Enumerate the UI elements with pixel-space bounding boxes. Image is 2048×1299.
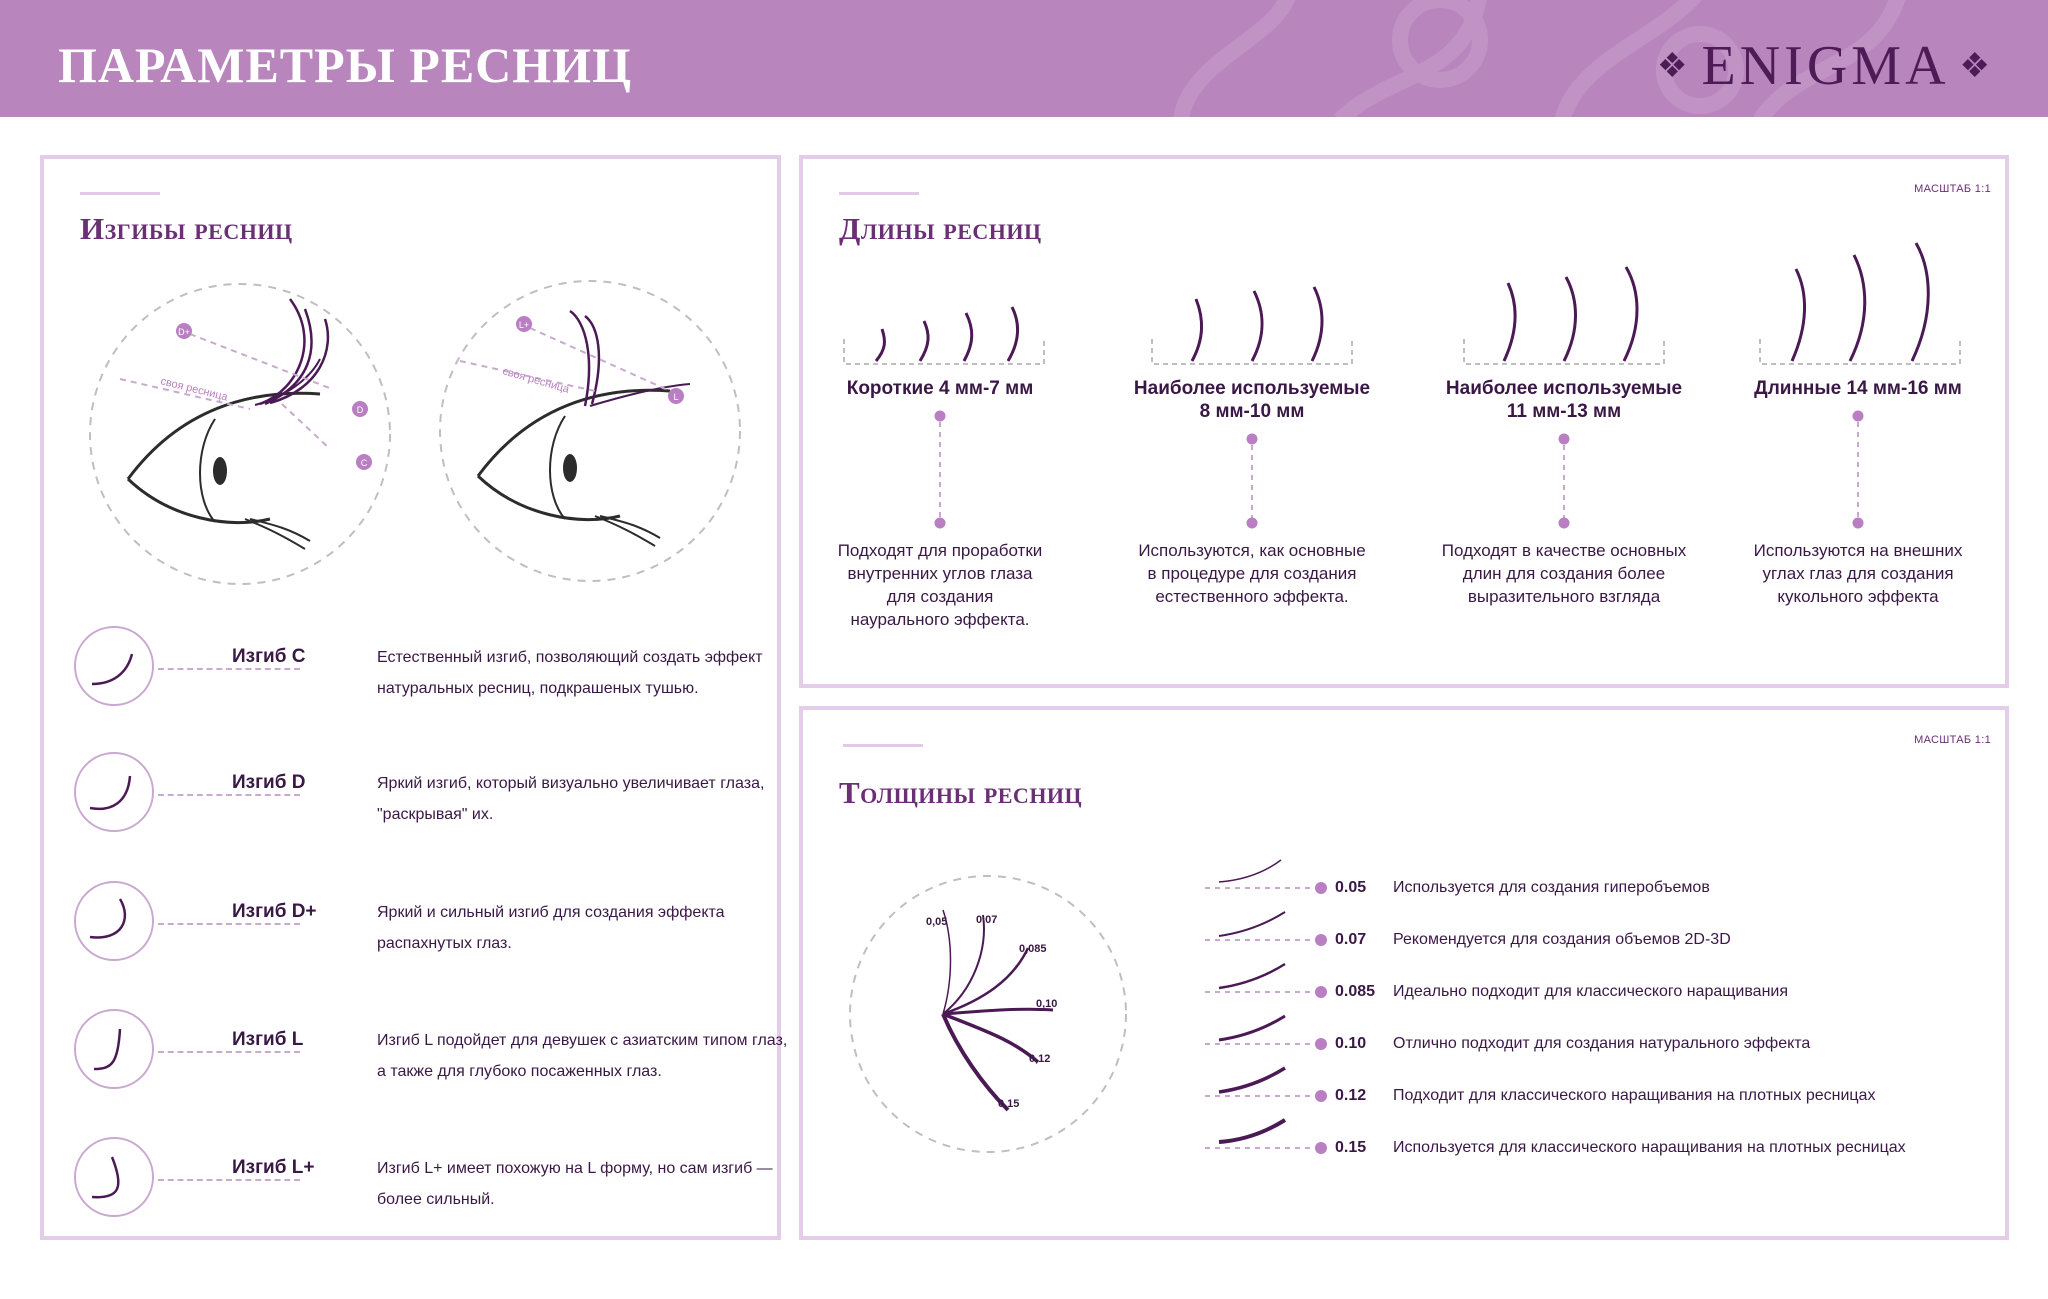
brand-logo (1657, 34, 1994, 98)
curl-d-description: Яркий изгиб, который визуально увеличивает глаза, "раскрывая" их. (377, 775, 765, 823)
curls-panel (40, 155, 788, 1240)
thickness-row-015 (1205, 1118, 1985, 1170)
curl-l-description: Изгиб L подойдет для девушек с азиатским типом глаз, а также для глубоко посаженных глаз. (377, 1032, 788, 1080)
eye2-label-lplus: L+ (518, 320, 530, 330)
title-rule (843, 744, 923, 747)
thickness-row-007 (1205, 910, 1985, 962)
eye2-natural-label: своя ресница (501, 365, 571, 396)
fan-label-0085: 0,085 (1019, 943, 1047, 955)
thickness-value-015: 0.15 (1335, 1139, 1367, 1156)
eye-l-curls-illustration (420, 276, 760, 596)
thickness-row-0085 (1205, 962, 1985, 1014)
curl-dplus-connector (158, 923, 300, 925)
thickness-row-012 (1205, 1066, 1985, 1118)
eye1-label-d: D (356, 405, 364, 415)
thickness-desc-0085: Идеально подходит для классического наращивания (1393, 983, 1789, 1000)
curl-lplus-name: Изгиб L+ (232, 1157, 315, 1178)
curl-dplus-icon (72, 879, 156, 963)
eye-d-curls-illustration (70, 279, 410, 599)
thickness-desc-015: Используется для классического наращивания на плотных ресницах (1393, 1139, 1906, 1156)
length-label-medium-long: Наиболее используемые 11 мм-13 мм (1445, 378, 1683, 422)
lengths-title: Длины ресниц (839, 211, 1042, 246)
curl-c-connector (158, 668, 300, 670)
thickness-007-icon (1205, 910, 1335, 962)
length-desc-medium: Используются, как основные в процедуре для создания естественного эффекта. (1138, 541, 1366, 606)
thickness-012-icon (1205, 1066, 1335, 1118)
curl-item-lplus (72, 1135, 772, 1225)
fan-label-005: 0,05 (926, 916, 948, 928)
eye1-label-dplus: D+ (178, 327, 190, 337)
thickness-row-005 (1205, 858, 1985, 910)
curl-d-name: Изгиб D (232, 772, 306, 793)
lengths-panel (799, 155, 2009, 688)
curls-title: Изгибы ресниц (80, 211, 293, 246)
thickness-010-icon (1205, 1014, 1335, 1066)
curl-lplus-connector (158, 1179, 300, 1181)
thickness-desc-005: Используется для создания гиперобъемов (1393, 879, 1710, 896)
title-rule (80, 192, 160, 195)
curl-item-dplus (72, 879, 772, 969)
header-banner (0, 0, 2048, 117)
lengths-scale: МАСШТАБ 1:1 (1914, 183, 1991, 195)
fan-label-010: 0,10 (1036, 998, 1058, 1010)
thickness-desc-010: Отлично подходит для создания натурального эффекта (1393, 1035, 1811, 1052)
curl-c-name: Изгиб C (232, 646, 306, 667)
fan-label-007: 0,07 (976, 914, 998, 926)
curl-dplus-description: Яркий и сильный изгиб для создания эффекта распахнутых глаз. (377, 904, 725, 952)
thickness-title: Толщины ресниц (839, 775, 1083, 810)
curl-lplus-icon (72, 1135, 156, 1219)
thickness-value-0085: 0.085 (1335, 983, 1376, 1000)
length-label-medium: Наиболее используемые 8 мм-10 мм (1133, 378, 1371, 422)
length-label-long: Длинные 14 мм-16 мм (1754, 378, 1962, 399)
thickness-desc-012: Подходит для классического наращивания на плотных ресницах (1393, 1087, 1876, 1104)
length-desc-short: Подходят для проработки внутренних углов глаза для создания наурального эффекта. (837, 541, 1043, 629)
curl-d-connector (158, 794, 300, 796)
curl-c-description: Естественный изгиб, позволяющий создать эффект натуральных ресниц, подкрашеных тушью. (377, 649, 763, 697)
curl-item-d (72, 750, 772, 840)
curl-dplus-name: Изгиб D+ (232, 901, 317, 922)
thickness-fan-icon (843, 870, 1143, 1170)
thickness-desc-007: Рекомендуется для создания объемов 2D-3D (1393, 931, 1731, 948)
left-ornament-icon: ❖ (1657, 48, 1692, 85)
length-desc-long: Используются на внешних углах глаз для создания кукольного эффекта (1753, 541, 1963, 606)
eye2-label-l: L (673, 392, 679, 402)
thickness-value-007: 0.07 (1335, 931, 1367, 948)
curl-l-icon (72, 1007, 156, 1091)
curl-item-l (72, 1007, 788, 1097)
length-desc-medium-long: Подходят в качестве основных длин для создания более выразительного взгляда (1441, 541, 1687, 606)
thickness-row-010 (1205, 1014, 1985, 1066)
thickness-015-icon (1205, 1118, 1335, 1170)
curl-d-icon (72, 750, 156, 834)
thickness-value-005: 0.05 (1335, 879, 1367, 896)
curl-c-icon (72, 624, 156, 708)
curl-item-c (72, 624, 772, 714)
curl-lplus-description: Изгиб L+ имеет похожую на L форму, но сам изгиб — более сильный. (377, 1160, 773, 1208)
thickness-005-icon (1205, 858, 1335, 910)
page-title: ПАРАМЕТРЫ РЕСНИЦ (58, 37, 632, 93)
brand-logo-text: ENIGMA (1701, 35, 1950, 97)
eye1-natural-label: своя ресница (159, 375, 229, 404)
length-label-short: Короткие 4 мм-7 мм (846, 378, 1034, 399)
right-ornament-icon: ❖ (1959, 48, 1994, 85)
fan-label-012: 0,12 (1029, 1053, 1051, 1065)
thickness-0085-icon (1205, 962, 1335, 1014)
curl-l-connector (158, 1051, 300, 1053)
thickness-panel (799, 706, 2009, 1240)
thickness-scale: МАСШТАБ 1:1 (1914, 734, 1991, 746)
thickness-value-010: 0.10 (1335, 1035, 1367, 1052)
thickness-value-012: 0.12 (1335, 1087, 1367, 1104)
eye1-label-c: C (360, 458, 368, 468)
fan-label-015: 0,15 (998, 1098, 1020, 1110)
curl-l-name: Изгиб L (232, 1029, 304, 1050)
